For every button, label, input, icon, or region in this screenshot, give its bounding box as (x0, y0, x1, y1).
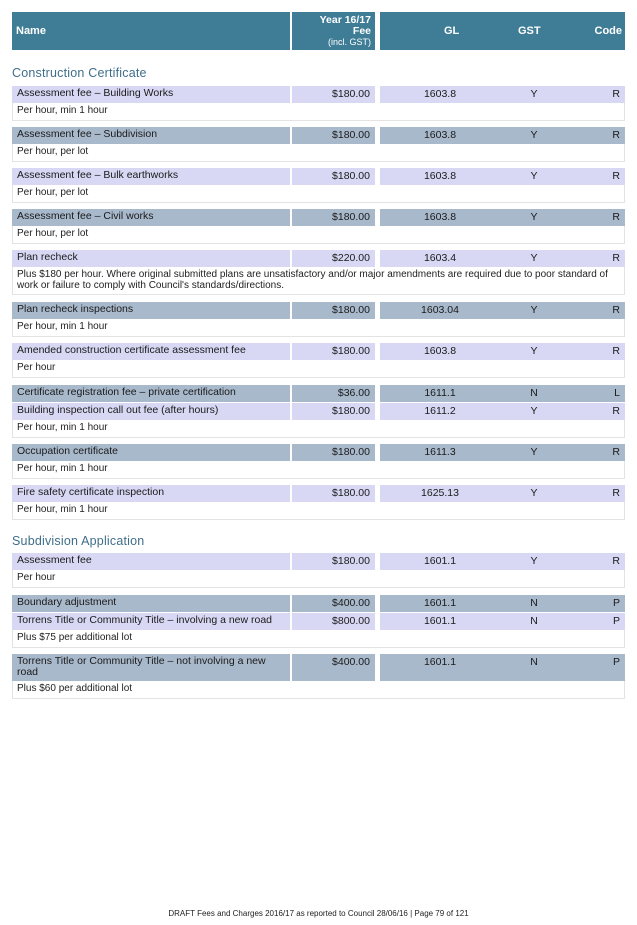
table-row (12, 209, 625, 226)
item-fee: $400.00 (332, 656, 370, 668)
item-gl: 1601.1 (423, 656, 457, 668)
table-row (12, 613, 625, 630)
header-code: Code (594, 25, 622, 37)
item-code: P (612, 615, 620, 627)
item-gst: Y (530, 252, 538, 264)
item-code: R (612, 405, 620, 417)
item-name: Assessment fee – Civil works (17, 210, 154, 222)
table-row (12, 86, 625, 103)
item-description: Per hour, min 1 hour (12, 461, 625, 479)
item-gl: 1603.8 (423, 345, 457, 357)
header-fee-label (320, 15, 371, 37)
item-name: Assessment fee (17, 554, 92, 566)
item-code: R (612, 487, 620, 499)
item-name: Boundary adjustment (17, 596, 117, 608)
item-description: Per hour, per lot (12, 144, 625, 162)
item-description: Per hour, per lot (12, 226, 625, 244)
item-fee: $180.00 (332, 555, 370, 567)
item-fee: $180.00 (332, 88, 370, 100)
item-gl: 1603.8 (423, 211, 457, 223)
header-gl: GL (444, 25, 460, 37)
item-fee: $800.00 (332, 615, 370, 627)
item-code: R (612, 345, 620, 357)
item-code: R (612, 170, 620, 182)
item-fee: $180.00 (332, 446, 370, 458)
table-row (12, 595, 625, 612)
item-gst: Y (530, 555, 538, 567)
table-row (12, 127, 625, 144)
item-fee: $180.00 (332, 487, 370, 499)
item-name: Torrens Title or Community Title – involving a new road (17, 614, 273, 626)
table-row (12, 485, 625, 502)
item-name: Amended construction certificate assessment fee (17, 344, 246, 356)
section-title-subdivision: Subdivision Application (12, 534, 145, 548)
item-gl: 1603.8 (423, 88, 457, 100)
item-gst: N (530, 656, 538, 668)
item-fee: $400.00 (332, 597, 370, 609)
item-name: Assessment fee – Subdivision (17, 128, 158, 140)
item-gl: 1611.1 (424, 387, 456, 399)
item-gst: Y (530, 487, 538, 499)
item-name: Occupation certificate (17, 445, 118, 457)
item-gst: Y (530, 345, 538, 357)
item-gl: 1625.13 (421, 487, 459, 499)
item-fee: $36.00 (337, 387, 370, 399)
item-code: R (612, 129, 620, 141)
item-description: Per hour, per lot (12, 185, 625, 203)
header-name-cell (12, 12, 290, 50)
item-code: R (612, 88, 620, 100)
item-description: Per hour, min 1 hour (12, 103, 625, 121)
item-description: Per hour (12, 570, 625, 588)
table-row (12, 168, 625, 185)
item-gst: Y (530, 170, 538, 182)
fee-item (12, 485, 625, 520)
item-code: P (612, 597, 620, 609)
header-name: Name (16, 25, 46, 37)
fee-item (12, 553, 625, 588)
table-row (12, 444, 625, 461)
item-code: R (612, 304, 620, 316)
item-gst: N (530, 597, 538, 609)
item-gst: Y (530, 211, 538, 223)
header-fee-word: Fee (352, 25, 371, 37)
item-description: Plus $60 per additional lot (12, 681, 625, 699)
item-code: R (612, 555, 620, 567)
section-title-construction: Construction Certificate (12, 66, 147, 80)
item-name: Assessment fee – Bulk earthworks (17, 169, 179, 181)
item-name: Building inspection call out fee (after hours) (17, 404, 219, 416)
item-gl: 1603.8 (423, 170, 457, 182)
item-fee: $180.00 (332, 170, 370, 182)
fee-item (12, 250, 625, 295)
item-fee: $180.00 (332, 405, 370, 417)
item-gst: Y (530, 304, 538, 316)
item-gst: N (530, 615, 538, 627)
fee-item (12, 444, 625, 479)
header-gst: GST (518, 25, 541, 37)
item-code: L (614, 387, 620, 399)
page-footer: DRAFT Fees and Charges 2016/17 as reported to Council 28/06/16 | Page 79 of 121 (168, 909, 469, 918)
item-fee: $180.00 (332, 211, 370, 223)
fee-item (12, 302, 625, 337)
item-gl: 1601.1 (423, 555, 457, 567)
item-name: Torrens Title or Community Title – not involving a new road (17, 655, 266, 678)
item-fee: $180.00 (332, 345, 370, 357)
fee-item (12, 127, 625, 162)
item-description: Per hour, min 1 hour (12, 319, 625, 337)
item-gst: Y (530, 129, 538, 141)
item-description: Plus $75 per additional lot (12, 630, 625, 648)
item-gl: 1603.4 (423, 252, 457, 264)
fee-item (12, 595, 625, 648)
item-fee: $180.00 (332, 304, 370, 316)
fee-item (12, 209, 625, 244)
item-name: Fire safety certificate inspection (17, 486, 165, 498)
item-gl: 1603.8 (423, 129, 457, 141)
fee-item (12, 168, 625, 203)
item-description: Per hour (12, 360, 625, 378)
header-fee-gst-note: (incl. GST) (327, 37, 371, 47)
table-row (12, 385, 625, 402)
item-gl: 1611.2 (424, 405, 456, 417)
fee-item (12, 86, 625, 121)
table-row (12, 403, 625, 420)
item-code: P (612, 656, 620, 668)
item-description: Per hour, min 1 hour (12, 420, 625, 438)
item-gst: Y (530, 446, 538, 458)
item-code: R (612, 252, 620, 264)
item-gl: 1601.1 (423, 615, 457, 627)
item-name: Plan recheck (17, 251, 78, 263)
header-codes-cell (380, 12, 625, 50)
item-gl: 1601.1 (423, 597, 457, 609)
header-fee-cell (292, 12, 375, 50)
item-code: R (612, 211, 620, 223)
item-code: R (612, 446, 620, 458)
item-fee: $220.00 (332, 252, 370, 264)
item-name: Certificate registration fee – private certification (17, 386, 236, 398)
item-gst: Y (530, 88, 538, 100)
item-gst: Y (530, 405, 538, 417)
item-name: Plan recheck inspections (17, 303, 134, 315)
item-fee: $180.00 (332, 129, 370, 141)
fee-item (12, 385, 625, 438)
fee-item (12, 343, 625, 378)
item-gl: 1611.3 (424, 446, 456, 458)
table-row (12, 553, 625, 570)
table-row (12, 302, 625, 319)
item-description: Plus $180 per hour. Where original submitted plans are unsatisfactory and/or major amendments are required due to poor standard of work or failure to comply with Council's standards/directions. (12, 267, 625, 295)
header-fee-year: Year 16/17 (319, 14, 371, 26)
item-name: Assessment fee – Building Works (17, 87, 174, 99)
fee-item (12, 654, 625, 699)
item-description: Per hour, min 1 hour (12, 502, 625, 520)
table-row (12, 250, 625, 267)
table-row (12, 343, 625, 360)
item-gst: N (530, 387, 538, 399)
table-row (12, 654, 625, 681)
item-gl: 1603.04 (421, 304, 459, 316)
